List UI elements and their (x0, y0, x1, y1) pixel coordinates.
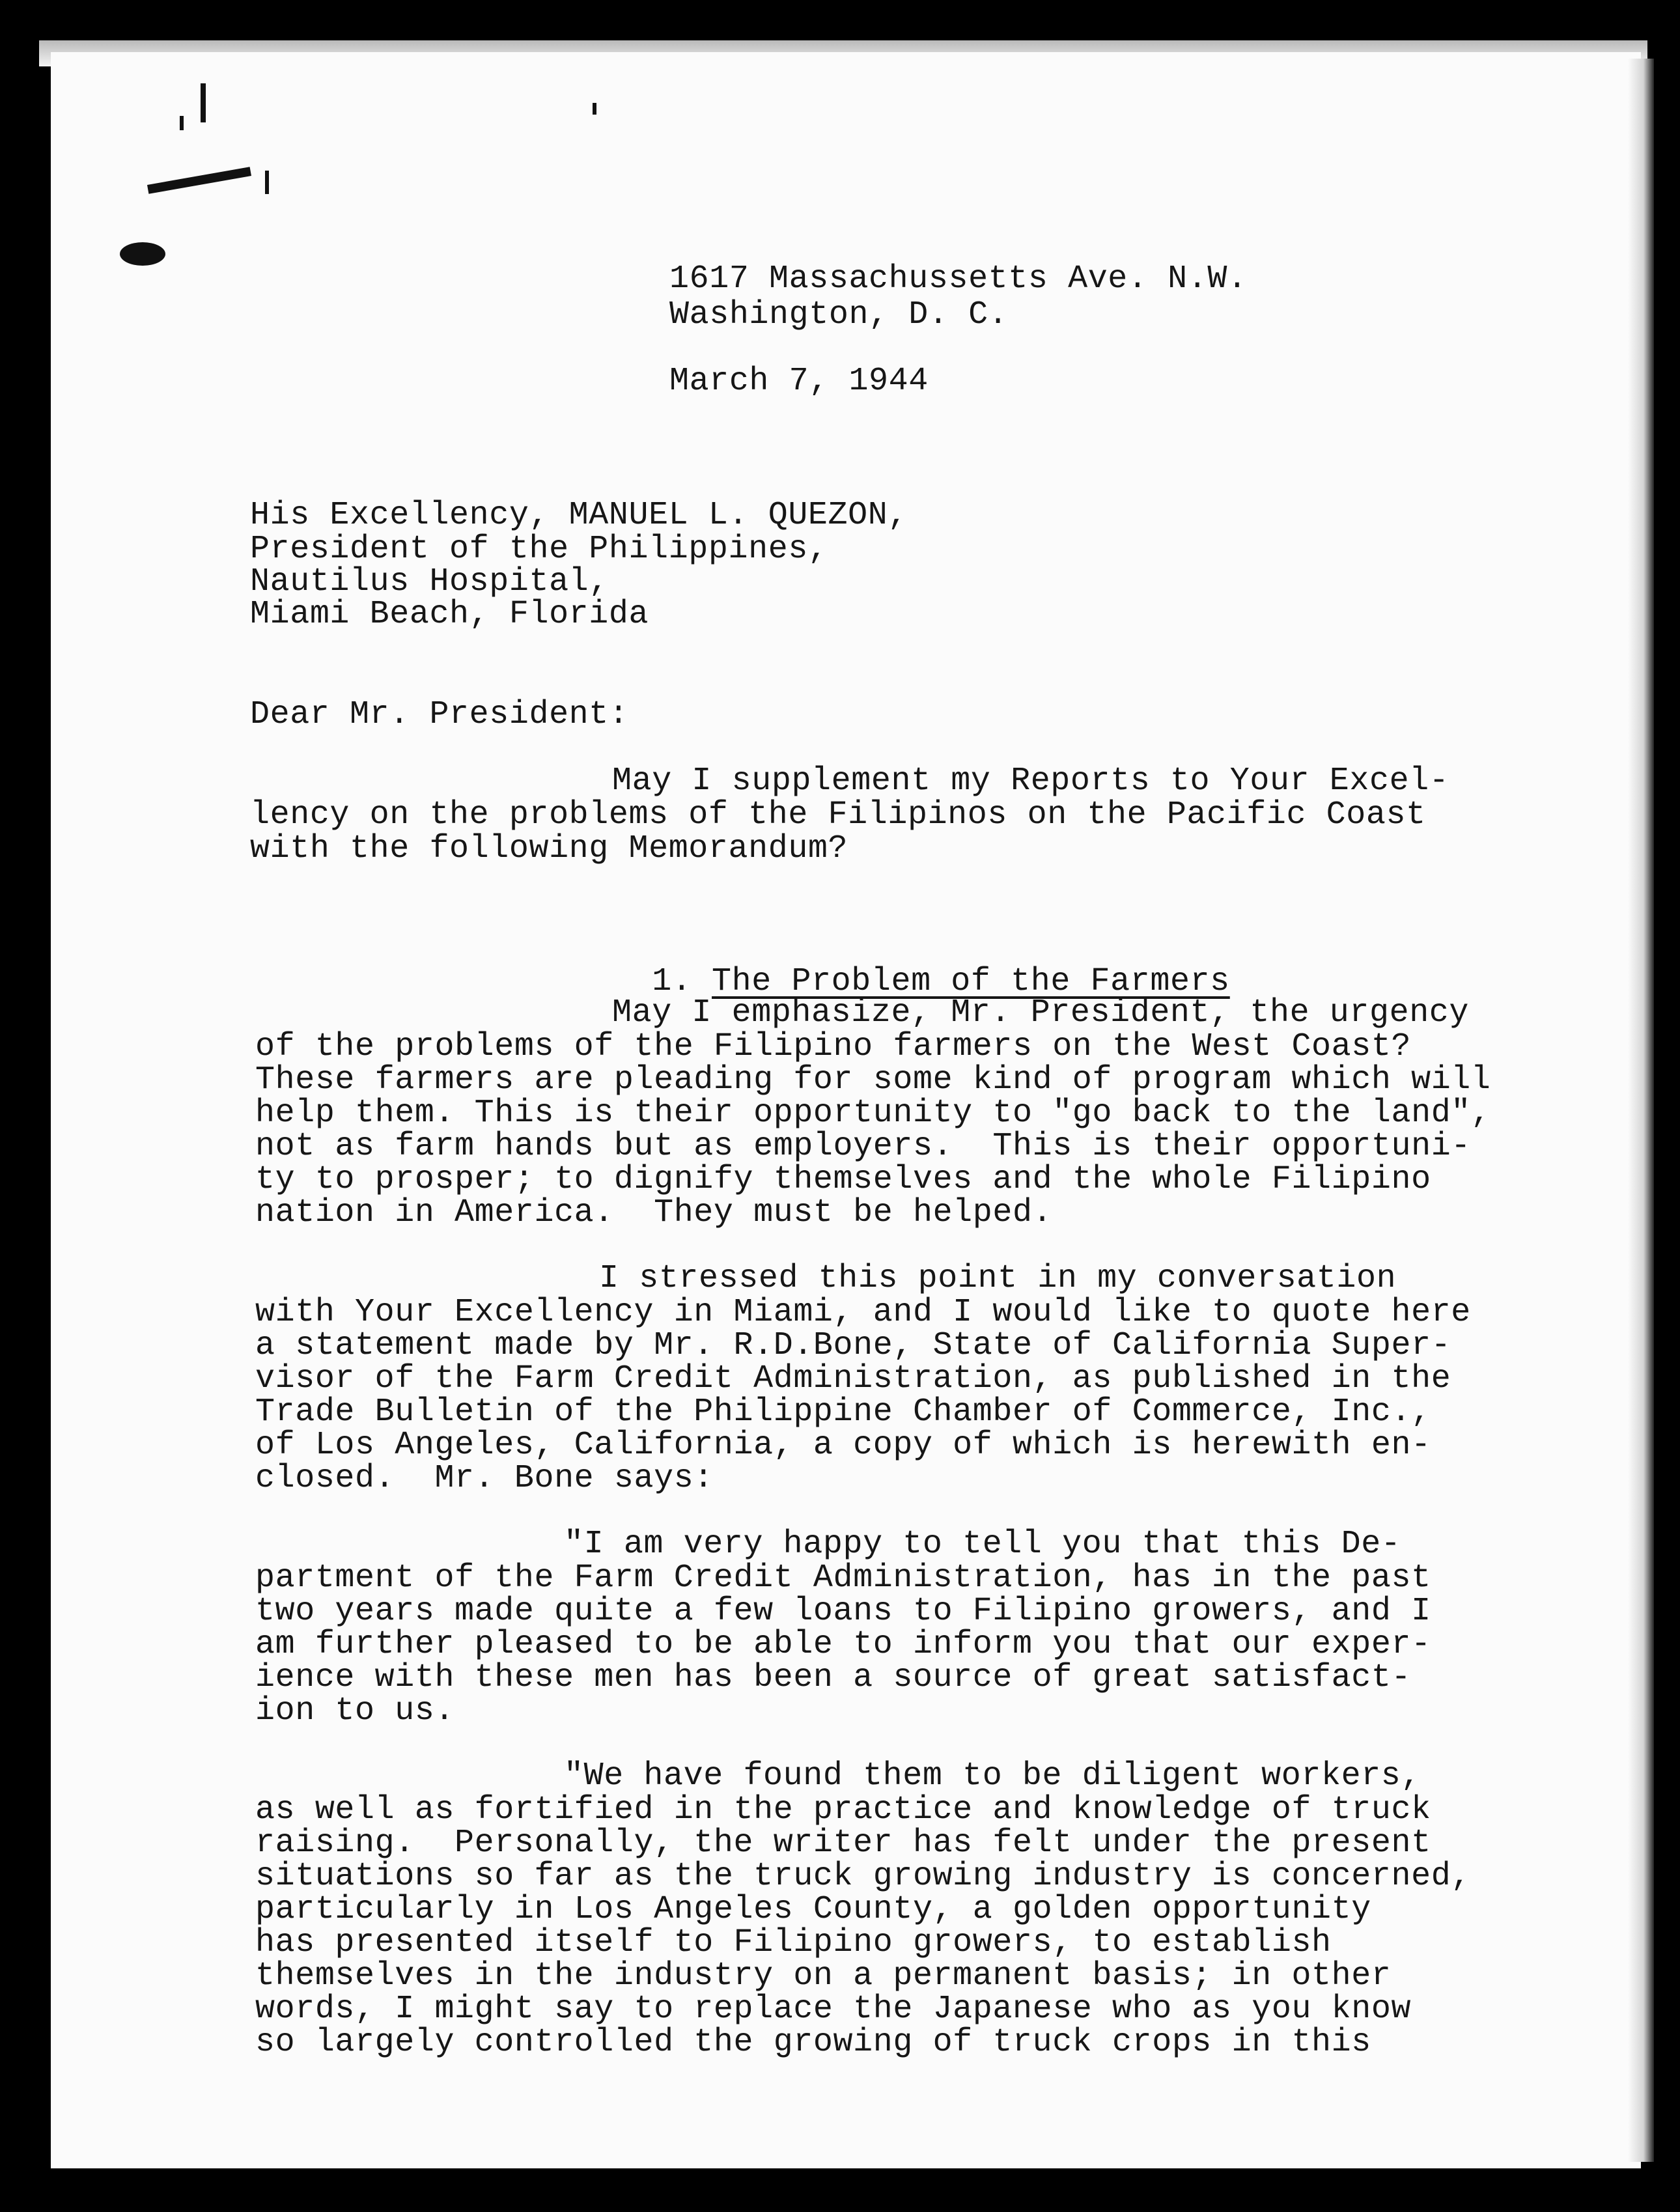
quote-line: "I am very happy to tell you that this De- (564, 1526, 1401, 1563)
ink-mark (201, 83, 206, 122)
recipient-line: Miami Beach, Florida (250, 596, 649, 633)
quote-line: so largely controlled the growing of truck crops in this (255, 2024, 1371, 2061)
section-heading (612, 931, 1230, 999)
quote-line: raising. Personally, the writer has felt under the present (255, 1825, 1431, 1862)
quote-line: words, I might say to replace the Japanese who as you know (255, 1991, 1412, 2028)
recipient-line: President of the Philippines, (250, 531, 828, 568)
quote-line: particularly in Los Angeles County, a golden opportunity (255, 1891, 1371, 1928)
quote-line: ience with these men has been a source of great satisfact- (255, 1659, 1412, 1696)
address-line: 1617 Massachussetts Ave. N.W. (669, 260, 1248, 298)
quote-line: as well as fortified in the practice and knowledge of truck (255, 1791, 1431, 1828)
body-line: I stressed this point in my conversation (599, 1260, 1397, 1297)
body-line: closed. Mr. Bone says: (255, 1460, 714, 1497)
quote-line: situations so far as the truck growing industry is concerned, (255, 1858, 1471, 1895)
recipient-line: Nautilus Hospital, (250, 563, 609, 600)
quote-line: has presented itself to Filipino growers, to establish (255, 1924, 1332, 1961)
body-line: help them. This is their opportunity to "go back to the land", (255, 1095, 1491, 1132)
body-line: May I emphasize, Mr. President, the urgency (612, 994, 1470, 1031)
section-number: 1. (652, 963, 692, 1000)
quote-line: "We have found them to be diligent workers, (564, 1757, 1421, 1795)
body-line: visor of the Farm Credit Administration, as published in the (255, 1360, 1451, 1397)
body-line: Trade Bulletin of the Philippine Chamber of Commerce, Inc., (255, 1393, 1431, 1431)
body-line: These farmers are pleading for some kind of program which will (255, 1061, 1491, 1099)
quote-line: ion to us. (255, 1692, 455, 1729)
quote-line: partment of the Farm Credit Administration, has in the past (255, 1560, 1431, 1597)
body-line: with Your Excellency in Miami, and I would like to quote here (255, 1294, 1471, 1331)
body-line: not as farm hands but as employers. This is their opportuni- (255, 1128, 1471, 1165)
intro-line: lency on the problems of the Filipinos on the Pacific Coast (250, 796, 1426, 833)
quote-line: two years made quite a few loans to Filipino growers, and I (255, 1593, 1431, 1630)
body-line: of the problems of the Filipino farmers on the West Coast? (255, 1028, 1412, 1065)
salutation: Dear Mr. President: (250, 696, 629, 733)
body-line: of Los Angeles, California, a copy of which is herewith en- (255, 1427, 1431, 1464)
body-line: ty to prosper; to dignify themselves and the whole Filipino (255, 1161, 1431, 1198)
page-right-edge (1628, 59, 1654, 2162)
ink-mark (120, 242, 165, 266)
recipient-line: His Excellency, MANUEL L. QUEZON, (250, 497, 908, 534)
intro-line: May I supplement my Reports to Your Excel- (612, 763, 1449, 800)
section-title: The Problem of the Farmers (712, 963, 1230, 1000)
body-line: nation in America. They must be helped. (255, 1194, 1053, 1231)
ink-mark (180, 116, 184, 130)
address-line: Washington, D. C. (669, 296, 1009, 333)
quote-line: am further pleased to be able to inform you that our exper- (255, 1626, 1431, 1663)
body-line: a statement made by Mr. R.D.Bone, State of California Super- (255, 1327, 1451, 1364)
intro-line: with the following Memorandum? (250, 830, 848, 867)
ink-mark (265, 171, 269, 194)
quote-line: themselves in the industry on a permanent basis; in other (255, 1957, 1392, 1995)
ink-mark (593, 103, 596, 115)
letter-date: March 7, 1944 (669, 363, 929, 400)
